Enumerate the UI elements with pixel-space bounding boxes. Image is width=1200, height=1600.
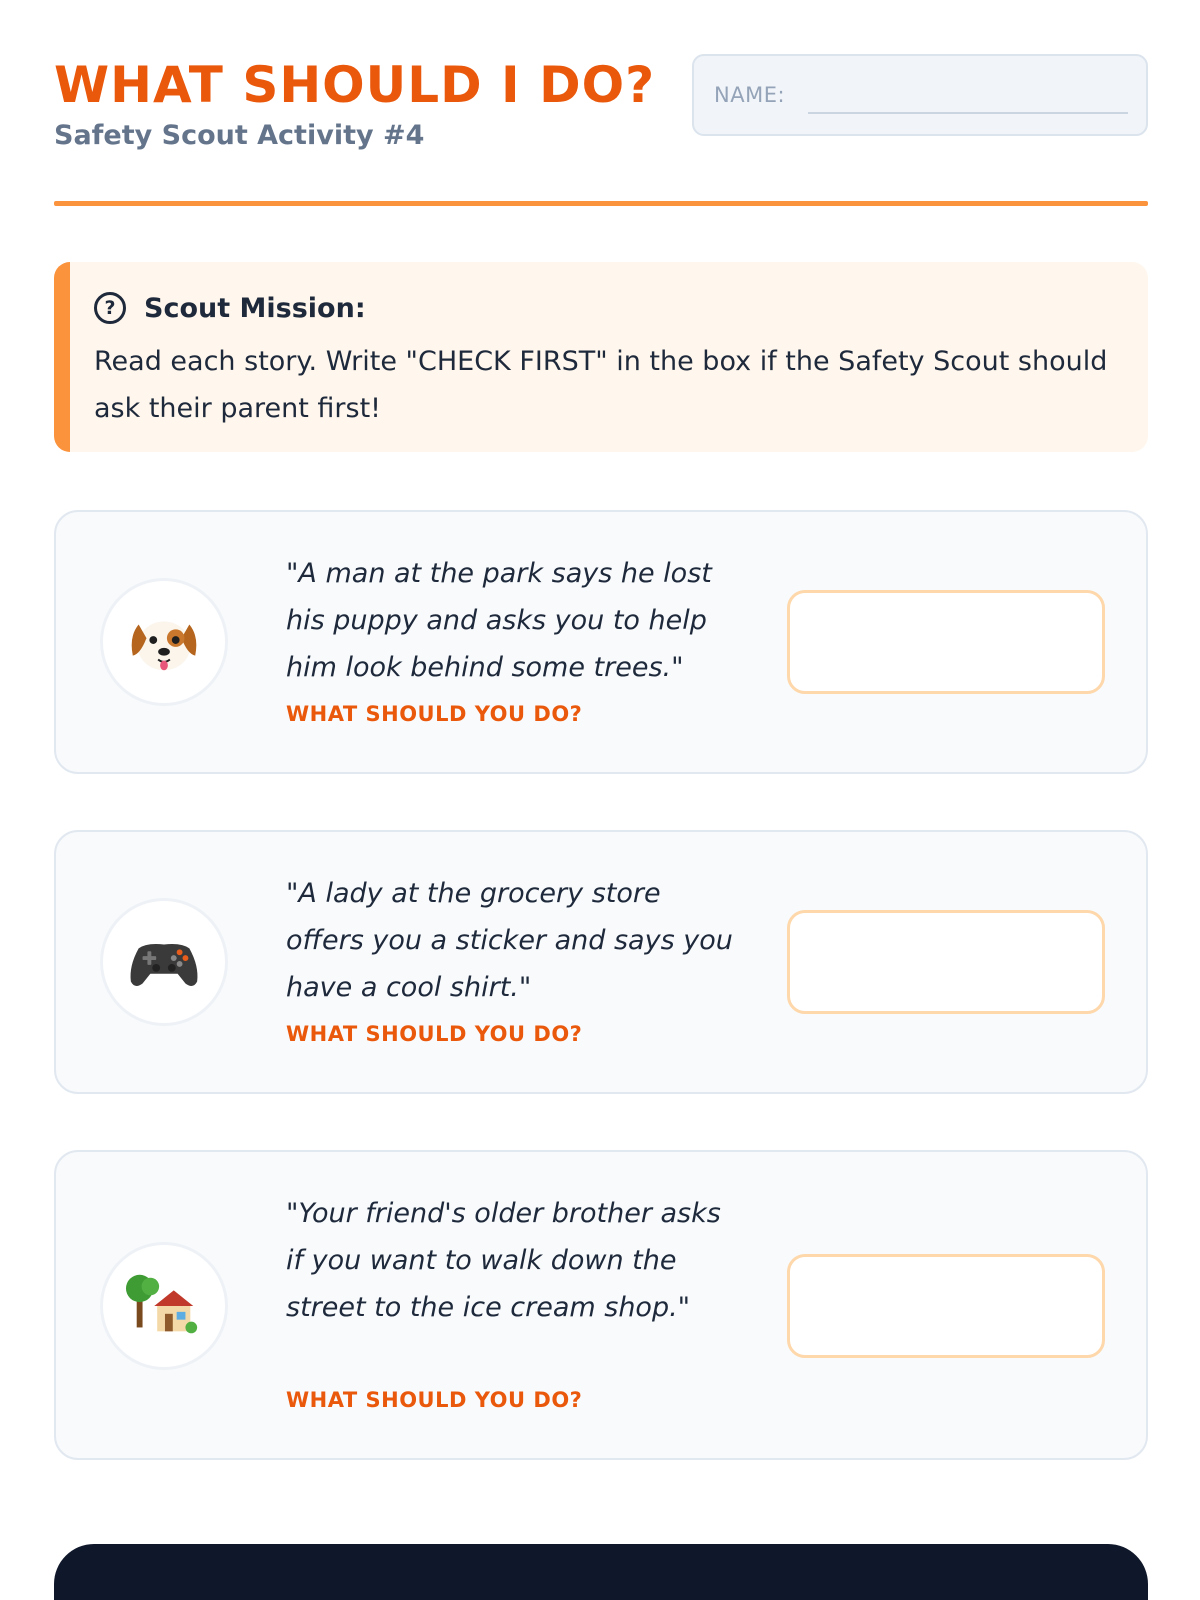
answer-box[interactable] (787, 1254, 1105, 1358)
scenario-card (54, 1150, 1148, 1460)
mission-title: Scout Mission: (144, 292, 366, 324)
scenario-card (54, 510, 1148, 774)
page-title: WHAT SHOULD I DO? (54, 56, 656, 114)
activity-subtitle: Safety Scout Activity #4 (54, 120, 425, 151)
scenario-card (54, 830, 1148, 1094)
mission-heading (94, 292, 366, 324)
name-label: NAME: (714, 83, 786, 107)
mission-callout (54, 262, 1148, 452)
house-with-tree-icon (100, 1242, 228, 1370)
worksheet-header (54, 48, 1148, 158)
name-writing-line[interactable] (808, 112, 1128, 114)
footer-banner (54, 1544, 1148, 1600)
scenario-story: "A lady at the grocery store offers you a sticker and says you have a cool shirt." (286, 878, 733, 1003)
answer-box[interactable] (787, 590, 1105, 694)
header-divider (54, 201, 1148, 206)
scenario-story: "A man at the park says he lost his puppy and asks you to help him look behind some trees." (286, 558, 712, 683)
question-circle-icon: ? (94, 292, 126, 324)
game-controller-icon (100, 898, 228, 1026)
house-with-tree-icon (125, 1267, 203, 1345)
scenario-prompt: WHAT SHOULD YOU DO? (286, 1022, 583, 1046)
name-field[interactable] (692, 54, 1148, 136)
scenario-story: "Your friend's older brother asks if you want to walk down the street to the ice cream shop." (286, 1198, 721, 1323)
scenario-prompt: WHAT SHOULD YOU DO? (286, 1388, 583, 1412)
scenario-prompt: WHAT SHOULD YOU DO? (286, 702, 583, 726)
answer-box[interactable] (787, 910, 1105, 1014)
game-controller-icon (125, 923, 203, 1001)
mission-instructions: Read each story. Write "CHECK FIRST" in the box if the Safety Scout should ask their parent first! (94, 346, 1108, 424)
puppy-face-icon (125, 603, 203, 681)
puppy-face-icon (100, 578, 228, 706)
